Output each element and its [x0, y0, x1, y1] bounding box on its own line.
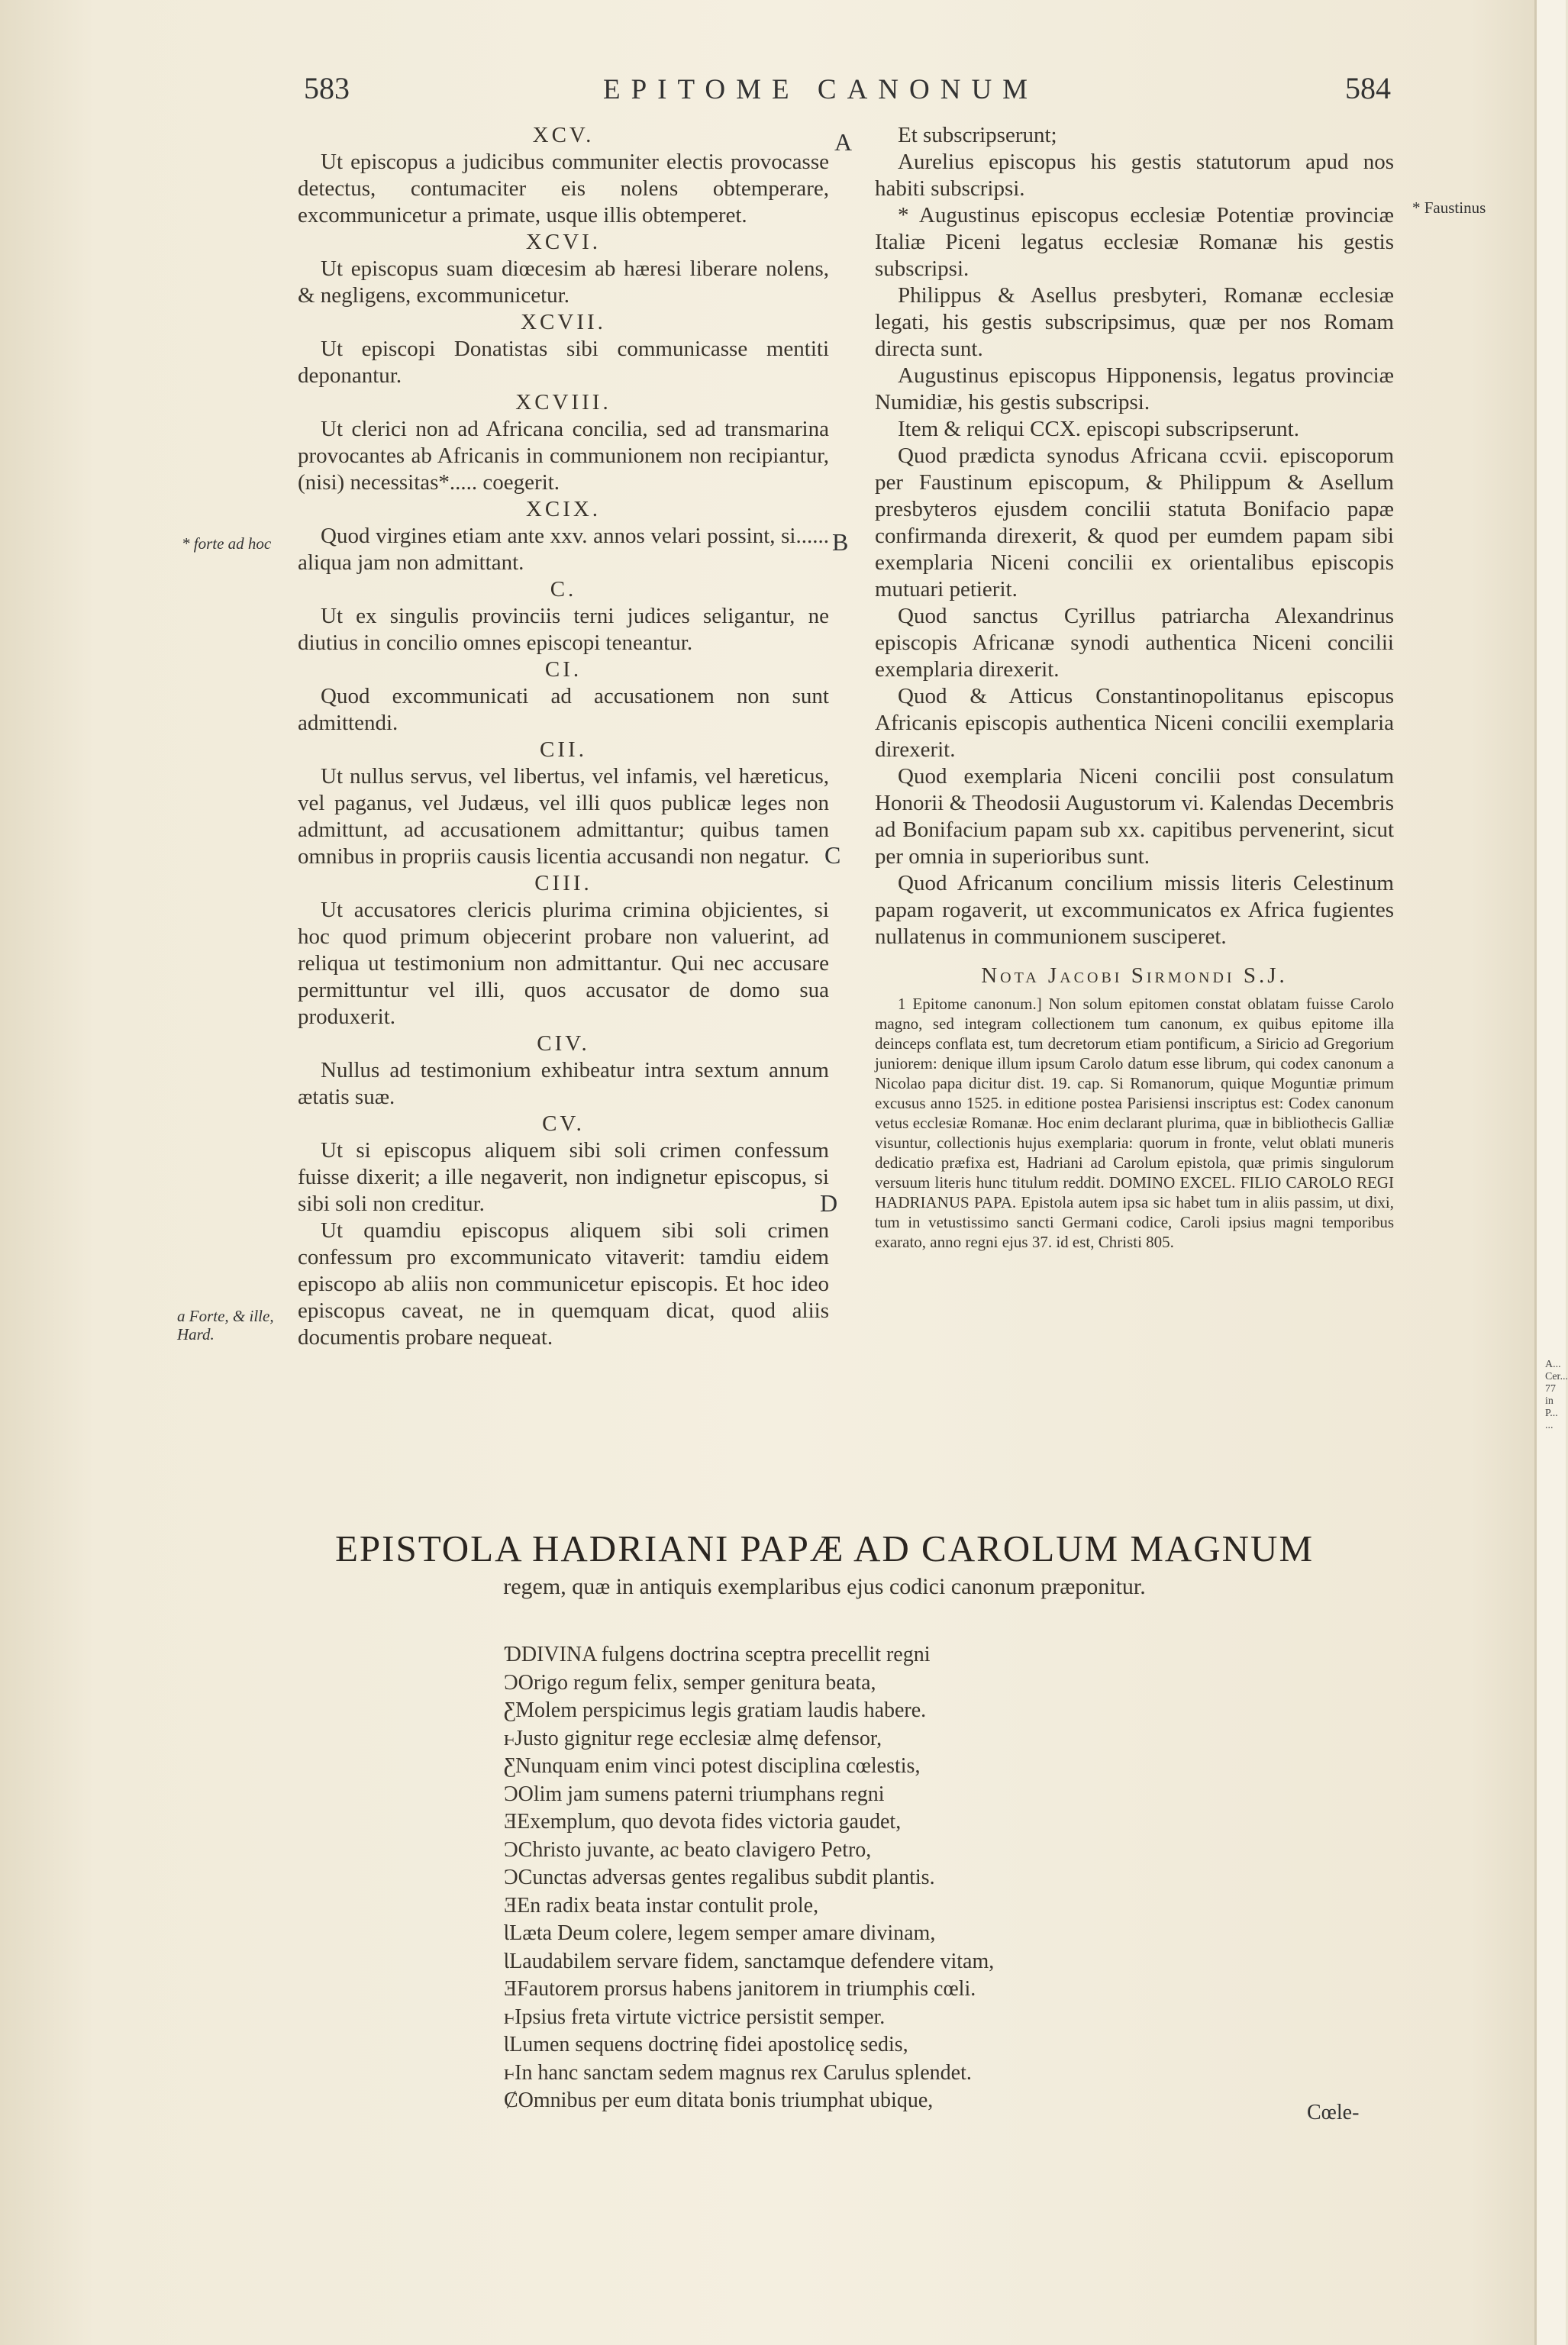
margin-note-left-2: a Forte, & ille, Hard. [177, 1307, 274, 1343]
right-column [875, 122, 1394, 1252]
subscription-paragraph: Item & reliqui CCX. episcopi subscripserunt. [898, 417, 1299, 441]
poem-line: ⱶJusto gignitur rege ecclesiæ almę defensor, [504, 1726, 882, 1750]
poem-line: ƖLumen sequens doctrinę fidei apostolicę sedis, [504, 2033, 908, 2056]
subscription-paragraph: Quod sanctus Cyrillus patriarcha Alexandrinus episcopis Africanæ synodi authentica Niceni concilii exemplaria direxerit. [875, 604, 1394, 682]
canon-number-heading: XCIX. [525, 497, 602, 521]
poem-line: ƆOlim jam sumens paterni triumphans regni [504, 1782, 885, 1806]
canon-paragraph: Ut si episcopus aliquem sibi soli crimen confessum fuisse dixerit; a ille negaverit, non indignetur episcopus, si sibi soli non creditur. [298, 1138, 829, 1216]
canon-paragraph: Quod virgines etiam ante xxv. annos velari possint, si...... aliqua jam non admittant. [298, 524, 829, 575]
canon-number-heading: CIII. [534, 871, 592, 895]
right-column-text [875, 122, 1394, 950]
canon-number-heading: CV. [542, 1111, 585, 1136]
subscription-paragraph: Quod & Atticus Constantinopolitanus episcopus Africanis episcopis authentica Niceni concilii exemplaria direxerit. [875, 684, 1394, 762]
canon-paragraph: Ut episcopi Donatistas sibi communicasse mentiti deponantur. [298, 337, 829, 388]
poem-line: ƎEn radix beata instar contulit prole, [504, 1893, 819, 1918]
canon-paragraph: Ut quamdiu episcopus aliquem sibi soli crimen confessum pro excommunicato vitaverit: tamdiu eidem episcopo ab aliis non communicetur episcopis. Et hoc ideo episcopus caveat, ne in quemquam dicat, quod aliis documentis probare nequeat. [298, 1218, 829, 1350]
book-spine-edge [1534, 0, 1566, 2345]
subscription-paragraph: Philippus & Asellus presbyteri, Romanæ ecclesiæ legati, his gestis subscripsimus, quæ per nos Romam directa sunt. [875, 283, 1394, 361]
canon-paragraph: Ut clerici non ad Africana concilia, sed ad transmarina provocantes ab Africanis in communionem non recipiantur, (nisi) necessitas*..... coegerit. [298, 417, 829, 495]
page-number-left: 583 [304, 71, 350, 105]
section-letter-c: C [824, 841, 841, 869]
canon-number-heading: CI. [544, 657, 582, 682]
poem-line: ƊDIVINA fulgens doctrina sceptra precellit regni [504, 1643, 931, 1666]
canon-paragraph: Ut episcopus a judicibus communiter electis provocasse detectus, contumaciter eis nolens obtemperare, excommunicetur a primate, usque illis obtemperet. [298, 150, 829, 227]
poem-line: ⱶIn hanc sanctam sedem magnus rex Carulus splendet. [504, 2060, 972, 2085]
subscription-paragraph: Aurelius episcopus his gestis statutorum apud nos habiti subscripsi. [875, 150, 1394, 201]
canon-paragraph: Nullus ad testimonium exhibeatur intra sextum annum ætatis suæ. [298, 1058, 829, 1109]
poem-line: ƖLæta Deum colere, legem semper amare divinam, [504, 1921, 936, 1945]
epistola-acrostic-poem [504, 1641, 1084, 2115]
section-letter-d: D [820, 1189, 838, 1217]
canon-number-heading: XCVII. [521, 310, 606, 334]
left-column [298, 122, 829, 1351]
running-head: EPITOME CANONUM [603, 74, 1039, 105]
section-letter-a: A [834, 128, 853, 156]
margin-note-right: * Faustinus [1412, 198, 1486, 217]
poem-line: ƸMolem perspicimus legis gratiam laudis habere. [504, 1698, 927, 1722]
poem-line: ƆChristo juvante, ac beato clavigero Petro, [504, 1837, 872, 1862]
poem-line: ȻOmnibus per eum ditata bonis triumphat ubique, [504, 2089, 934, 2112]
subscription-paragraph: * Augustinus episcopus ecclesiæ Potentiæ provinciæ Italiæ Piceni legatus ecclesiæ Romanæ his gestis subscripsi. [875, 203, 1394, 281]
subscription-paragraph: Quod exemplaria Niceni concilii post consulatum Honorii & Theodosii Augustorum vi. Kalendas Decembris ad Bonifacium papam sub xx. capitibus pervenerint, sicut per omnia in superioribus sunt. [875, 764, 1394, 869]
poem-line: ƎFautorem prorsus habens janitorem in triumphis cœli. [504, 1977, 976, 2001]
canon-number-heading: XCVI. [525, 230, 602, 254]
poem-line: ƆOrigo regum felix, semper genitura beata, [504, 1670, 876, 1695]
right-edge-fragment: A... Cer... 77 in P... ... [1545, 1359, 1568, 1431]
canon-number-heading: XCV. [532, 123, 595, 147]
canon-paragraph: Ut nullus servus, vel libertus, vel infamis, vel hæreticus, vel paganus, vel Judæus, vel illi quos publicæ leges non admittunt, ad accusationem admittantur; quibus tamen omnibus in propriis causis licentia accusandi non negatur. [298, 764, 829, 869]
subscription-paragraph: Augustinus episcopus Hipponensis, legatus provinciæ Numidiæ, his gestis subscripsi. [875, 363, 1394, 414]
canon-number-heading: XCVIII. [515, 390, 611, 414]
section-letter-b: B [832, 528, 849, 556]
subscription-paragraph: Quod Africanum concilium missis literis Celestinum papam rogaverit, ut excommunicatos ex Africa fugientes nullatenus in communionem susciperet. [875, 871, 1394, 949]
canon-paragraph: Ut episcopus suam diœcesim ab hæresi liberare nolens, & negligens, excommunicetur. [298, 256, 829, 308]
canon-paragraph: Ut ex singulis provinciis terni judices seligantur, ne diutius in concilio omnes episcopi teneantur. [298, 604, 829, 655]
poem-line: ƆCunctas adversas gentes regalibus subdit plantis. [504, 1866, 935, 1889]
epistola-title: EPISTOLA HADRIANI PAPÆ AD CAROLUM MAGNUM [334, 1527, 1315, 1569]
poem-line: ⱶIpsius freta virtute victrice persistit semper. [504, 2005, 886, 2029]
poem-line: ƸNunquam enim vinci potest disciplina cœlestis, [504, 1754, 921, 1778]
page-number-right: 584 [1345, 71, 1391, 105]
canon-number-heading: CIV. [537, 1031, 590, 1056]
poem-line: ƎExemplum, quo devota fides victoria gaudet, [504, 1810, 902, 1834]
canon-paragraph: Ut accusatores clericis plurima crimina objicientes, si hoc quod primum objecerint probare non valuerint, ad reliqua ut testimonium non admittantur. Qui nec accusare permittuntur vel illi, quos accusator de domo sua produxerit. [298, 898, 829, 1029]
canon-number-heading: C. [550, 577, 577, 602]
notes-block [875, 994, 1394, 1252]
catchword: Cœle- [1307, 2101, 1360, 2124]
notes-text: 1 Epitome canonum.] Non solum epitomen constat oblatam fuisse Carolo magno, sed integram collectionem tum canonum, ex quibus epitome illa deinceps conflata est, tum decretorum etiam pontificum, a Siricio ad Gregorium juniorem: denique illum ipsum Carolo datum esse librum, qui codex canonum a Nicolao papa dicitur dist. 19. cap. Si Romanorum, quique Moguntiæ primum excusus anno 1525. in editione postea Parisiensi inscriptus est: Codex canonum vetus ecclesiæ Romanæ. Hoc enim declarant plurima, quæ in bibliothecis Galliæ visuntur, collectionis hujus exemplaria: quorum in fronte, velut oblati muneris dedicatio præfixa est, Hadriani ad Carolum epistola, quæ primis singulorum versuum literis hunc titulum reddit. DOMINO EXCEL. FILIO CAROLO REGI HADRIANUS PAPA. Epistola autem ipsa sic habet tum in aliis passim, ut dixi, tum in vetustissimo sancti Germani codice, Caroli ipsius magni temporibus exarato, anno regni ejus 37. id est, Christi 805. [875, 995, 1394, 1251]
notes-heading: Nota Jacobi Sirmondi S.J. [981, 963, 1288, 988]
subscription-paragraph: Quod prædicta synodus Africana ccvii. episcoporum per Faustinum episcopum, & Philippum & Asellum presbyteros ejusdem concilii statuta Bonifacio papæ confirmanda direxerit, & quod per eumdem papam sibi exemplaria Niceni concilii ex orientalibus episcopis mutuari petierit. [875, 444, 1394, 602]
margin-note-left-1: * forte ad hoc [182, 534, 272, 553]
canon-paragraph: Quod excommunicati ad accusationem non sunt admittendi. [298, 684, 829, 735]
subscription-paragraph: Et subscripserunt; [898, 123, 1057, 147]
poem-line: ƖLaudabilem servare fidem, sanctamque defendere vitam, [504, 1949, 995, 1973]
canon-number-heading: CII. [540, 737, 587, 762]
epistola-subtitle: regem, quæ in antiquis exemplaribus ejus codici canonum præponitur. [503, 1574, 1146, 1599]
